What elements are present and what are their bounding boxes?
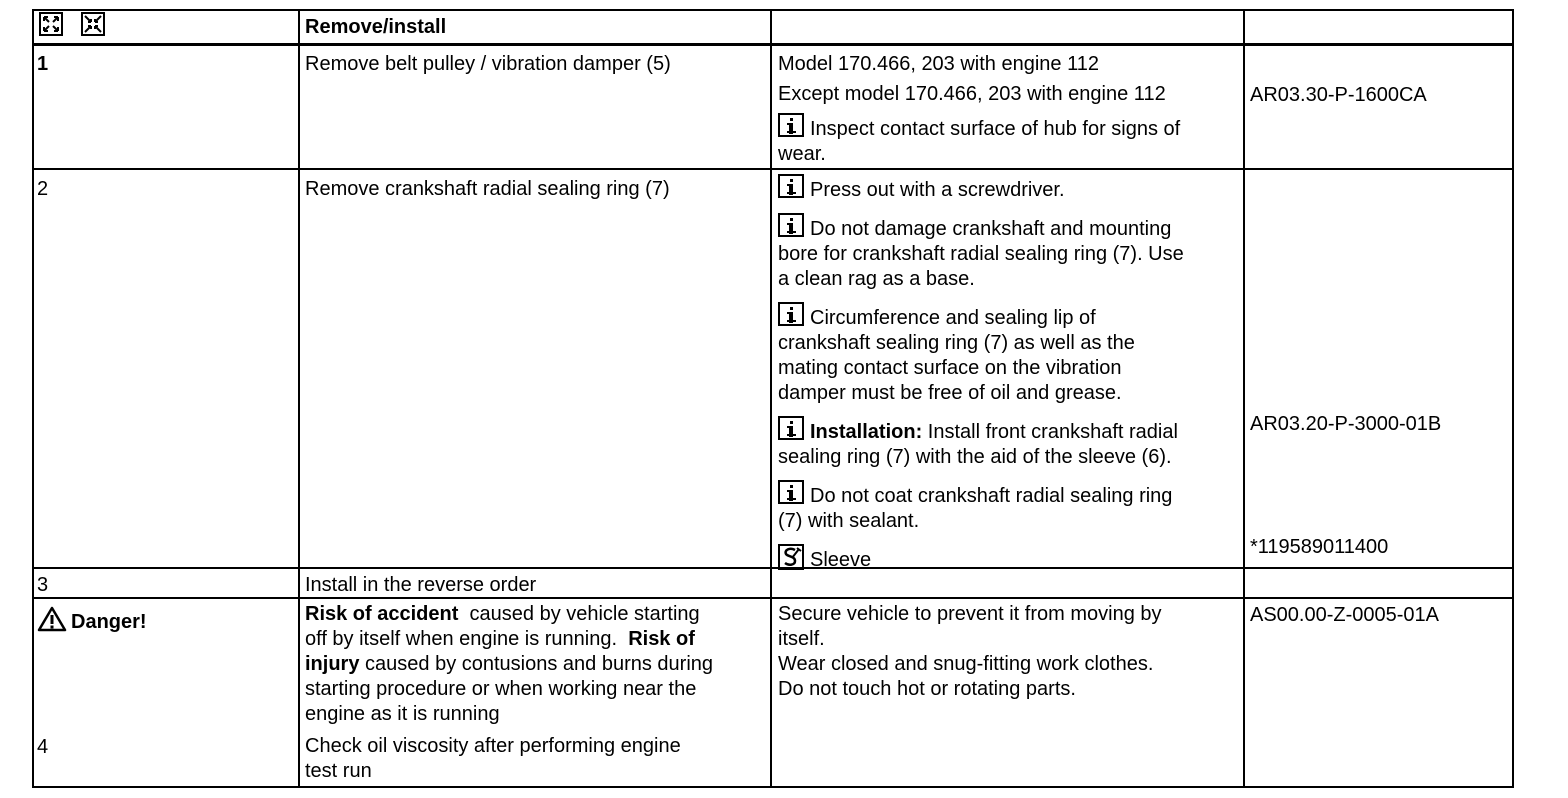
info-note: Circumference and sealing lip of crankshaft sealing ring (7) as well as the mating contact surface on the vibration damper must be free of oil and grease. [778,302,1240,406]
step-notes [778,51,1238,167]
info-note: Do not coat crankshaft radial sealing ring (7) with sealant. [778,480,1240,534]
step-action: Remove crankshaft radial sealing ring (7) [305,178,670,200]
expand-icon[interactable] [39,12,63,36]
step-number: 2 [37,178,49,200]
info-note: Inspect contact surface of hub for signs of wear. [778,113,1238,167]
note-line: Except model 170.466, 203 with engine 112 [778,83,1166,105]
row-divider [32,597,1514,599]
step-number: 3 [37,574,49,596]
table-border-top [32,9,1514,11]
step-action: Remove belt pulley / vibration damper (5) [305,53,671,75]
step-number: 4 [37,736,49,758]
danger-warning: Danger! [37,606,147,635]
reference-code[interactable]: AR03.30-P-1600CA [1250,84,1427,106]
special-tool-note: Sleeve [778,544,1240,573]
risk-description: Risk of accident caused by vehicle starting off by itself when engine is running. Risk of injury caused by contusions and burns during starting procedure or when working near the engine as it is running [305,603,714,725]
page-title: Remove/install [305,16,447,38]
step-action: Check oil viscosity after performing engine test run [305,735,681,782]
info-icon [778,480,804,504]
info-icon [778,113,804,137]
collapse-icon[interactable] [81,12,105,36]
safety-measures: Secure vehicle to prevent it from moving by itself. Wear closed and snug-fitting work clothes. Do not touch hot or rotating parts. [778,603,1162,700]
info-icon [778,302,804,326]
tool-part-number[interactable]: *119589011400 [1250,536,1389,558]
special-tool-icon [778,544,804,570]
note-line: Model 170.466, 203 with engine 112 [778,53,1099,75]
info-icon [778,213,804,237]
column-divider [298,9,300,788]
step-notes [778,174,1240,573]
info-note: Installation: Install front crankshaft radial sealing ring (7) with the aid of the sleeve (6). [778,416,1240,470]
info-icon [778,174,804,198]
step-number: 1 [37,53,49,75]
column-divider [770,9,772,788]
reference-code[interactable]: AR03.20-P-3000-01B [1250,413,1442,435]
warning-icon [37,606,67,632]
step-action: Install in the reverse order [305,574,537,596]
remove-install-table [32,9,1514,788]
info-note: Do not damage crankshaft and mounting bore for crankshaft radial sealing ring (7). Use a clean rag as a base. [778,213,1240,292]
reference-code[interactable]: AS00.00-Z-0005-01A [1250,604,1440,626]
column-divider [1512,9,1514,788]
info-note: Press out with a screwdriver. [778,174,1240,203]
column-divider [1243,9,1245,788]
row-divider [32,567,1514,569]
column-divider [32,9,34,788]
table-border-bottom [32,786,1514,788]
info-icon [778,416,804,440]
row-divider [32,168,1514,170]
header-rule [32,43,1514,46]
header-icons [39,12,109,40]
